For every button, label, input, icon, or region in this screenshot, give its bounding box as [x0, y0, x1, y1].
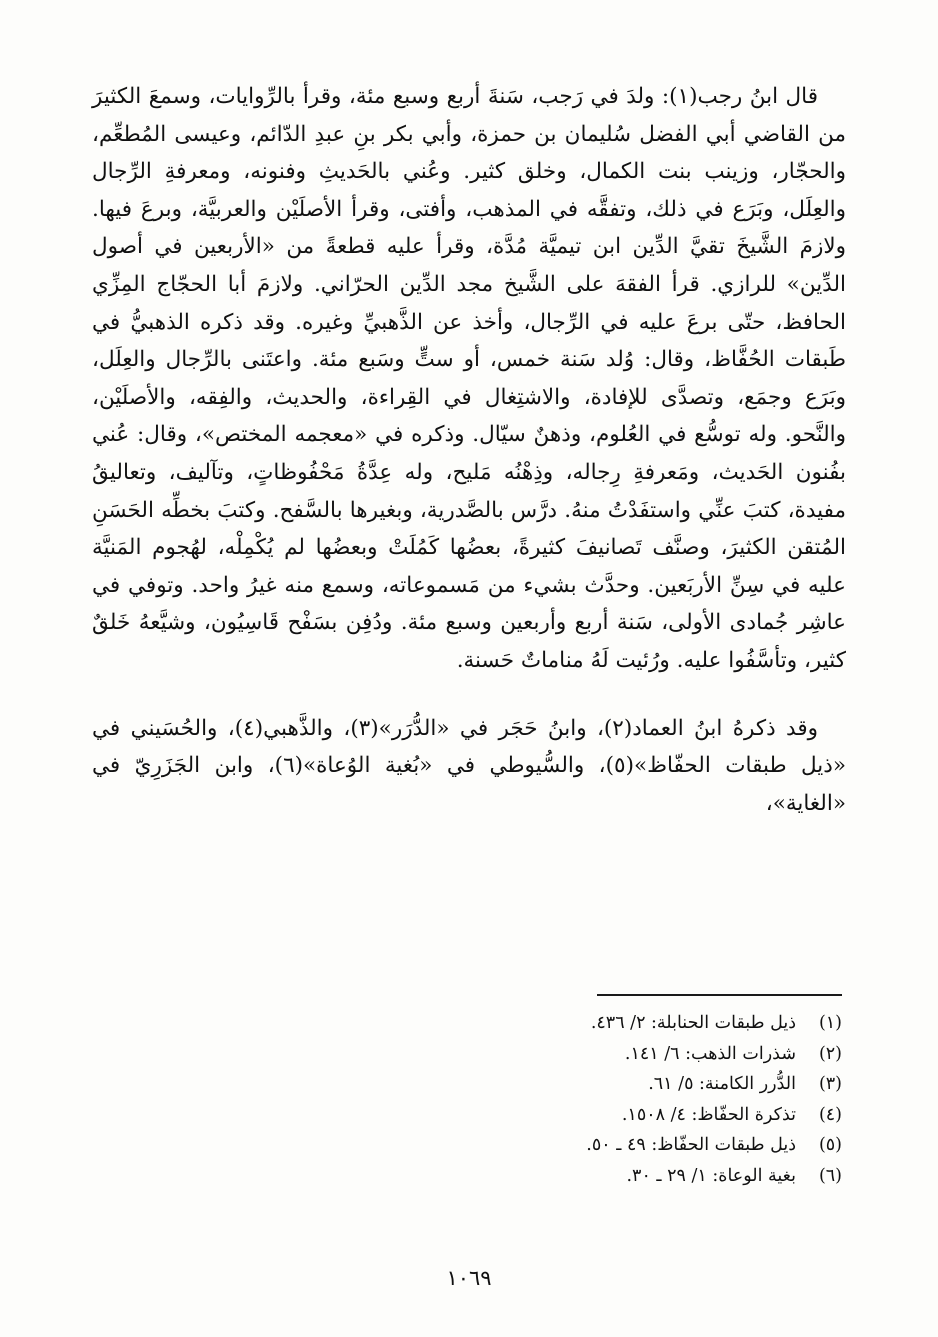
footnotes	[200, 1008, 842, 1191]
footnote-text: شذرات الذهب: ٦/ ١٤١.	[624, 1043, 796, 1064]
body-text	[92, 78, 846, 822]
footnote-number: (٤)	[818, 1104, 842, 1125]
footnote-item	[200, 1161, 842, 1192]
footnote-item	[200, 1100, 842, 1131]
footnote-number: (٥)	[818, 1135, 842, 1155]
paragraph-sources: وقد ذكرهُ ابنُ العماد(٢)، وابنُ حَجَر في «الدُّرَر»(٣)، والذَّهبي(٤)، والحُسَيني في «ذيل طبقات الحفّاظ»(٥)، والسُّيوطي في «بُغية الوُعاة»(٦)، وابن الجَزَرِيّ في «الغاية»،	[92, 715, 846, 816]
footnote-item	[200, 1130, 842, 1161]
page-number: ١٠٦٩	[446, 1266, 492, 1290]
paragraph-biography: قال ابنُ رجب(١): ولدَ في رَجب، سَنةَ أربع وسبع مئة، وقرأ بالرِّوايات، وسمعَ الكثيرَ من القاضي أبي الفضل سُليمان بن حمزة، وأبي بكر بنِ عبدِ الدّائم، وعيسى المُطعِّم، والحجّار، وزينب بنت الكمال، وخلق كثير. وعُني بالحَديثِ وفنونه، ومعرفةِ الرِّجال والعِلَل، وبَرَع في ذلك، وتفقَّه في المذهب، وأفتى، وقرأ الأصلَيْن والعربيَّة، وبرعَ فيها. ولازمَ الشَّيخَ تقيَّ الدِّين ابن تيميَّة مُدَّة، وقرأ عليه قطعةً من «الأربعين في أصول الدِّين» للرازي. قرأ الفقهَ على الشَّيخ مجد الدِّين الحرّاني. ولازمَ أبا الحجّاج المِزِّي الحافظ، حتّى برعَ عليه في الرِّجال، وأخذ عن الذَّهبيِّ وغيره. وقد ذكره الذهبيُّ في طَبقات الحُفَّاظ، وقال: وُلد سَنة خمس، أو ستٍّ وسَبع مئة. واعتَنى بالرِّجال والعِلَل، وبَرَع وجمَع، وتصدَّى للإفادة، والاشتِغال في القِراءة، والحديث، والفِقه، والأصلَيْن، والنَّحو. وله توسُّع في العُلوم، وذهنٌ سيّال. وذكره في «معجمه المختص»، وقال: عُني بفُنون الحَديث، ومَعرفةِ رِجاله، وذِهْنُه مَليح، وله عِدَّةُ مَحْفُوظاتٍ، وتآليف، وتعاليقُ مفيدة، كتبَ عنِّي واستفَدْتُ منهُ. درَّس بالصَّدرية، وبغيرها بالسَّفح. وكتبَ بخطِّه الحَسَنِ المُتقن الكثيرَ، وصنَّف تَصانيفَ كثيرةً، بعضُها كَمُلَتْ وبعضُها لم يُكْمِلْه، لهُجوم المَنيَّة عليه في سِنِّ الأربَعين. وحدَّث بشيء من مَسموعاته، وسمع منه غيرُ واحد. وتوفي في عاشِر جُمادى الأولى، سَنة أربع وأربعين وسبع مئة. ودُفِن بسَفْح قَاسِيُون، وشيَّعهُ خَلقٌ كثير، وتأسَّفُوا عليه. ورُئيت لَهُ مناماتٌ حَسنة.	[92, 84, 846, 673]
footnote-item	[200, 1008, 842, 1039]
footnote-text: ذيل طبقات الحنابلة: ٢/ ٤٣٦.	[590, 1013, 796, 1033]
footnote-number: (١)	[818, 1013, 842, 1033]
footnote-text: بغية الوعاة: ١/ ٢٩ ـ ٣٠.	[626, 1165, 796, 1186]
footnote-text: الدُّرر الكامنة: ٥/ ٦١.	[648, 1074, 796, 1094]
footnote-text: تذكرة الحفّاظ: ٤/ ١٥٠٨.	[621, 1104, 796, 1125]
footnote-text: ذيل طبقات الحفّاظ: ٤٩ ـ ٥٠.	[586, 1135, 796, 1155]
footnote-item	[200, 1039, 842, 1070]
footnote-number: (٣)	[818, 1074, 842, 1094]
footnote-number: (٦)	[818, 1165, 842, 1186]
footnote-separator	[597, 994, 842, 996]
footnote-number: (٢)	[818, 1043, 842, 1064]
footnote-item	[200, 1069, 842, 1100]
